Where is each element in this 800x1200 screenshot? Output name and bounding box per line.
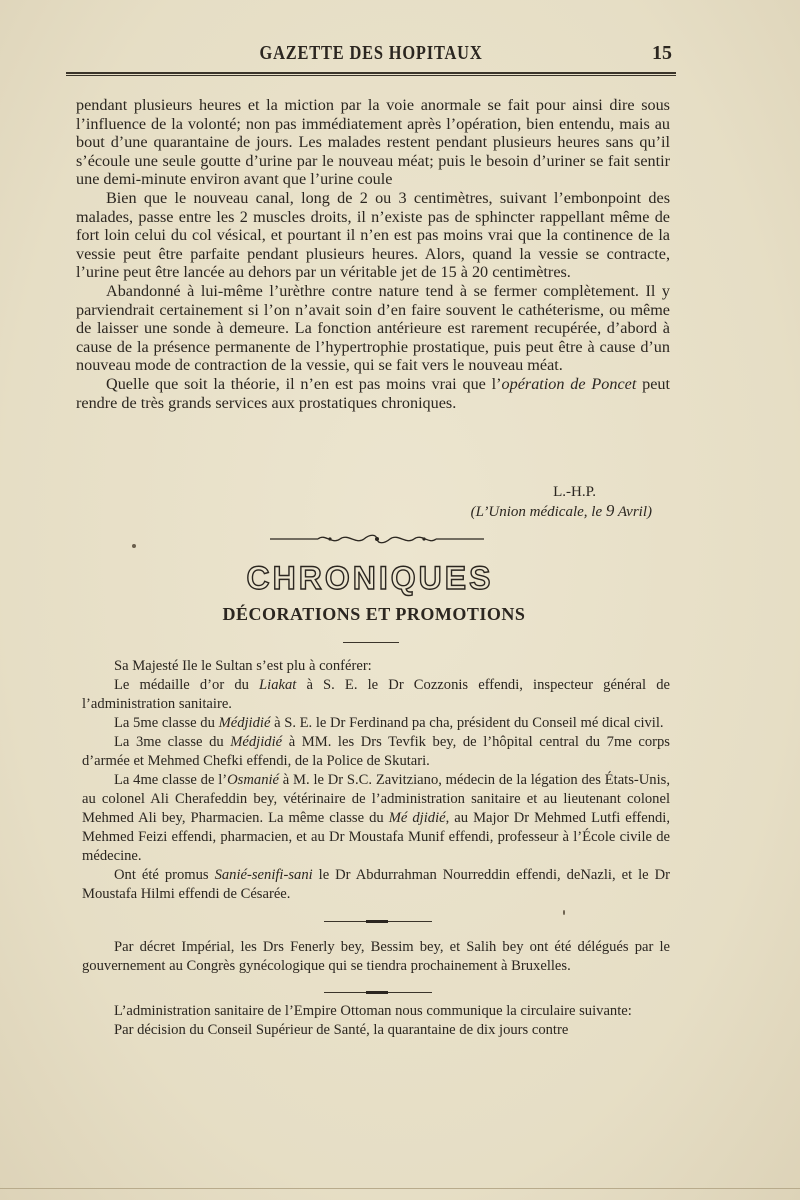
article-paragraph: Bien que le nouveau canal, long de 2 ou 3 centimètres, suivant l’embonpoint des malades, passe entre les 2 muscles droits, il n’existe pas de sphincter rappellant même de fort loin celui du col vésical, et pourtant il n’en est pas moins vrai que la continence de la vessie peut être parfaite pendant plusieurs heures. Alors, quand la vessie se contracte, l’urine peut être lancée au dehors par un véritable jet de 15 à 20 centimètres. bbox=[76, 188, 670, 282]
text-run: à M. le Dr S.C. Zavitziano, médecin de la légation des États-Unis, au colonel Ali Cherafeddin bey, vétérinaire de l’administration sanitaire et au lieutenant colonel Mehmed Ali bey, Pharmacien. La même classe du bbox=[82, 772, 670, 826]
section-rule bbox=[343, 642, 399, 643]
italic-run: Mé djidié bbox=[388, 810, 446, 826]
text-run: La 4me classe de l’ bbox=[114, 772, 228, 788]
news-paragraph bbox=[82, 676, 670, 714]
italic-run: Sanié-senifi-sani bbox=[214, 867, 313, 883]
text-run: Le médaille d’or du bbox=[114, 677, 260, 693]
italic-run: Osmanié bbox=[227, 772, 280, 788]
ink-speck bbox=[132, 544, 136, 548]
article-paragraph: pendant plusieurs heures et la miction par la voie anormale se fait pour ainsi dire sous l’influence de la volonté; non pas immédiatement après l’opération, bien entendu, mais au bout d’une quarantaine de jours. Les malades restent pendant plusieurs heures sans qu’il s’écoule une seule goutte d’urine par le nouveau méat; puis le besoin d’uriner se fait sentir une demi-minute environ avant que l’urine coule bbox=[76, 96, 670, 189]
separator-mark bbox=[366, 920, 388, 923]
text-run: à S. E. le Dr Ferdinand pa cha, président du Conseil mé dical civil. bbox=[270, 715, 664, 731]
italic-run: Liakat bbox=[259, 677, 297, 693]
text-run: à S. E. le Dr Cozzonis effendi, inspecteur général de l’administration sanitaire. bbox=[82, 677, 670, 712]
text-run: Quelle que soit la théorie, il n’en est pas moins vrai que l’ bbox=[106, 374, 502, 393]
italic-run: Médjidié bbox=[230, 734, 283, 750]
header-rule bbox=[66, 72, 676, 76]
italic-run: Médjidié bbox=[218, 715, 271, 731]
news-block bbox=[82, 938, 670, 976]
article-paragraph: Abandonné à lui-même l’urèthre contre nature tend à se fermer complètement. Il y parviendrait certainement si l’on n’avait soin d’en faire souvent le cathéterisme, ou même de laisser une sonde à demeure. La fonction antérieure est rarement recupérée, d’abord à cause de la présence permanente de l’hypertrophie prostatique, puis peut être à cause d’un nouveau mode de contraction de la vessie, qui se fait vers le nouveau méat. bbox=[76, 281, 670, 375]
article-source bbox=[76, 501, 652, 521]
chroniques-heading: CHRONIQUES bbox=[246, 560, 494, 596]
news-block bbox=[82, 657, 670, 904]
separator-mark bbox=[366, 991, 388, 994]
text-run: La 5me classe du bbox=[114, 715, 219, 731]
decorative-flourish bbox=[270, 532, 484, 546]
news-block bbox=[82, 1002, 670, 1040]
news-paragraph bbox=[82, 771, 670, 866]
page-edge-line bbox=[0, 1188, 800, 1189]
text-run: à MM. les Drs Tevfik bey, de l’hôpital central du 7me corps d’armée et Mehmed Chefki effendi, de la Police de Skutari. bbox=[82, 734, 670, 769]
page-number: 15 bbox=[652, 42, 672, 64]
article-paragraph-last bbox=[76, 375, 670, 412]
news-paragraph bbox=[82, 714, 670, 733]
text-run: le Dr Abdurrahman Nourreddin effendi, deNazli, et le Dr Moustafa Hilmi effendi de Césarée. bbox=[82, 867, 670, 902]
text-run: peut rendre de très grands services aux prostatiques chroniques. bbox=[76, 374, 671, 412]
source-end: Avril) bbox=[614, 504, 652, 520]
news-paragraph: L’administration sanitaire de l’Empire Ottoman nous communique la circulaire suivante: bbox=[114, 1003, 632, 1019]
source-italic: (L’Union médicale, le bbox=[470, 504, 606, 520]
article-body bbox=[76, 96, 670, 412]
news-paragraph: Sa Majesté Ile le Sultan s’est plu à conférer: bbox=[114, 658, 372, 674]
news-paragraph: Par décret Impérial, les Drs Fenerly bey, Bessim bey, et Salih bey ont été délégués par le gouvernement au Congrès gynécologique qui se tiendra prochainement à Bruxelles. bbox=[82, 939, 670, 974]
section-title: DÉCORATIONS ET PROMOTIONS bbox=[222, 604, 526, 624]
text-run: Ont été promus bbox=[114, 867, 215, 883]
italic-run: opération de Poncet bbox=[501, 374, 637, 393]
page-header bbox=[66, 38, 676, 78]
news-paragraph bbox=[82, 733, 670, 771]
text-run: , au Major Dr Mehmed Lutfi effendi, Mehmed Feizi effendi, pharmacien, et au Dr Moustafa Munif effendi, professeur à l’École civile de médecine. bbox=[82, 810, 670, 864]
article-signature bbox=[76, 483, 666, 501]
journal-title: GAZETTE DES HOPITAUX bbox=[259, 42, 483, 64]
news-paragraph bbox=[82, 866, 670, 904]
source-day: 9 bbox=[605, 501, 615, 520]
news-paragraph: Par décision du Conseil Supérieur de Santé, la quarantaine de dix jours contre bbox=[114, 1022, 569, 1038]
text-run: La 3me classe du bbox=[114, 734, 231, 750]
signature-text: L.-H.P. bbox=[553, 484, 596, 500]
ink-speck bbox=[563, 910, 565, 915]
